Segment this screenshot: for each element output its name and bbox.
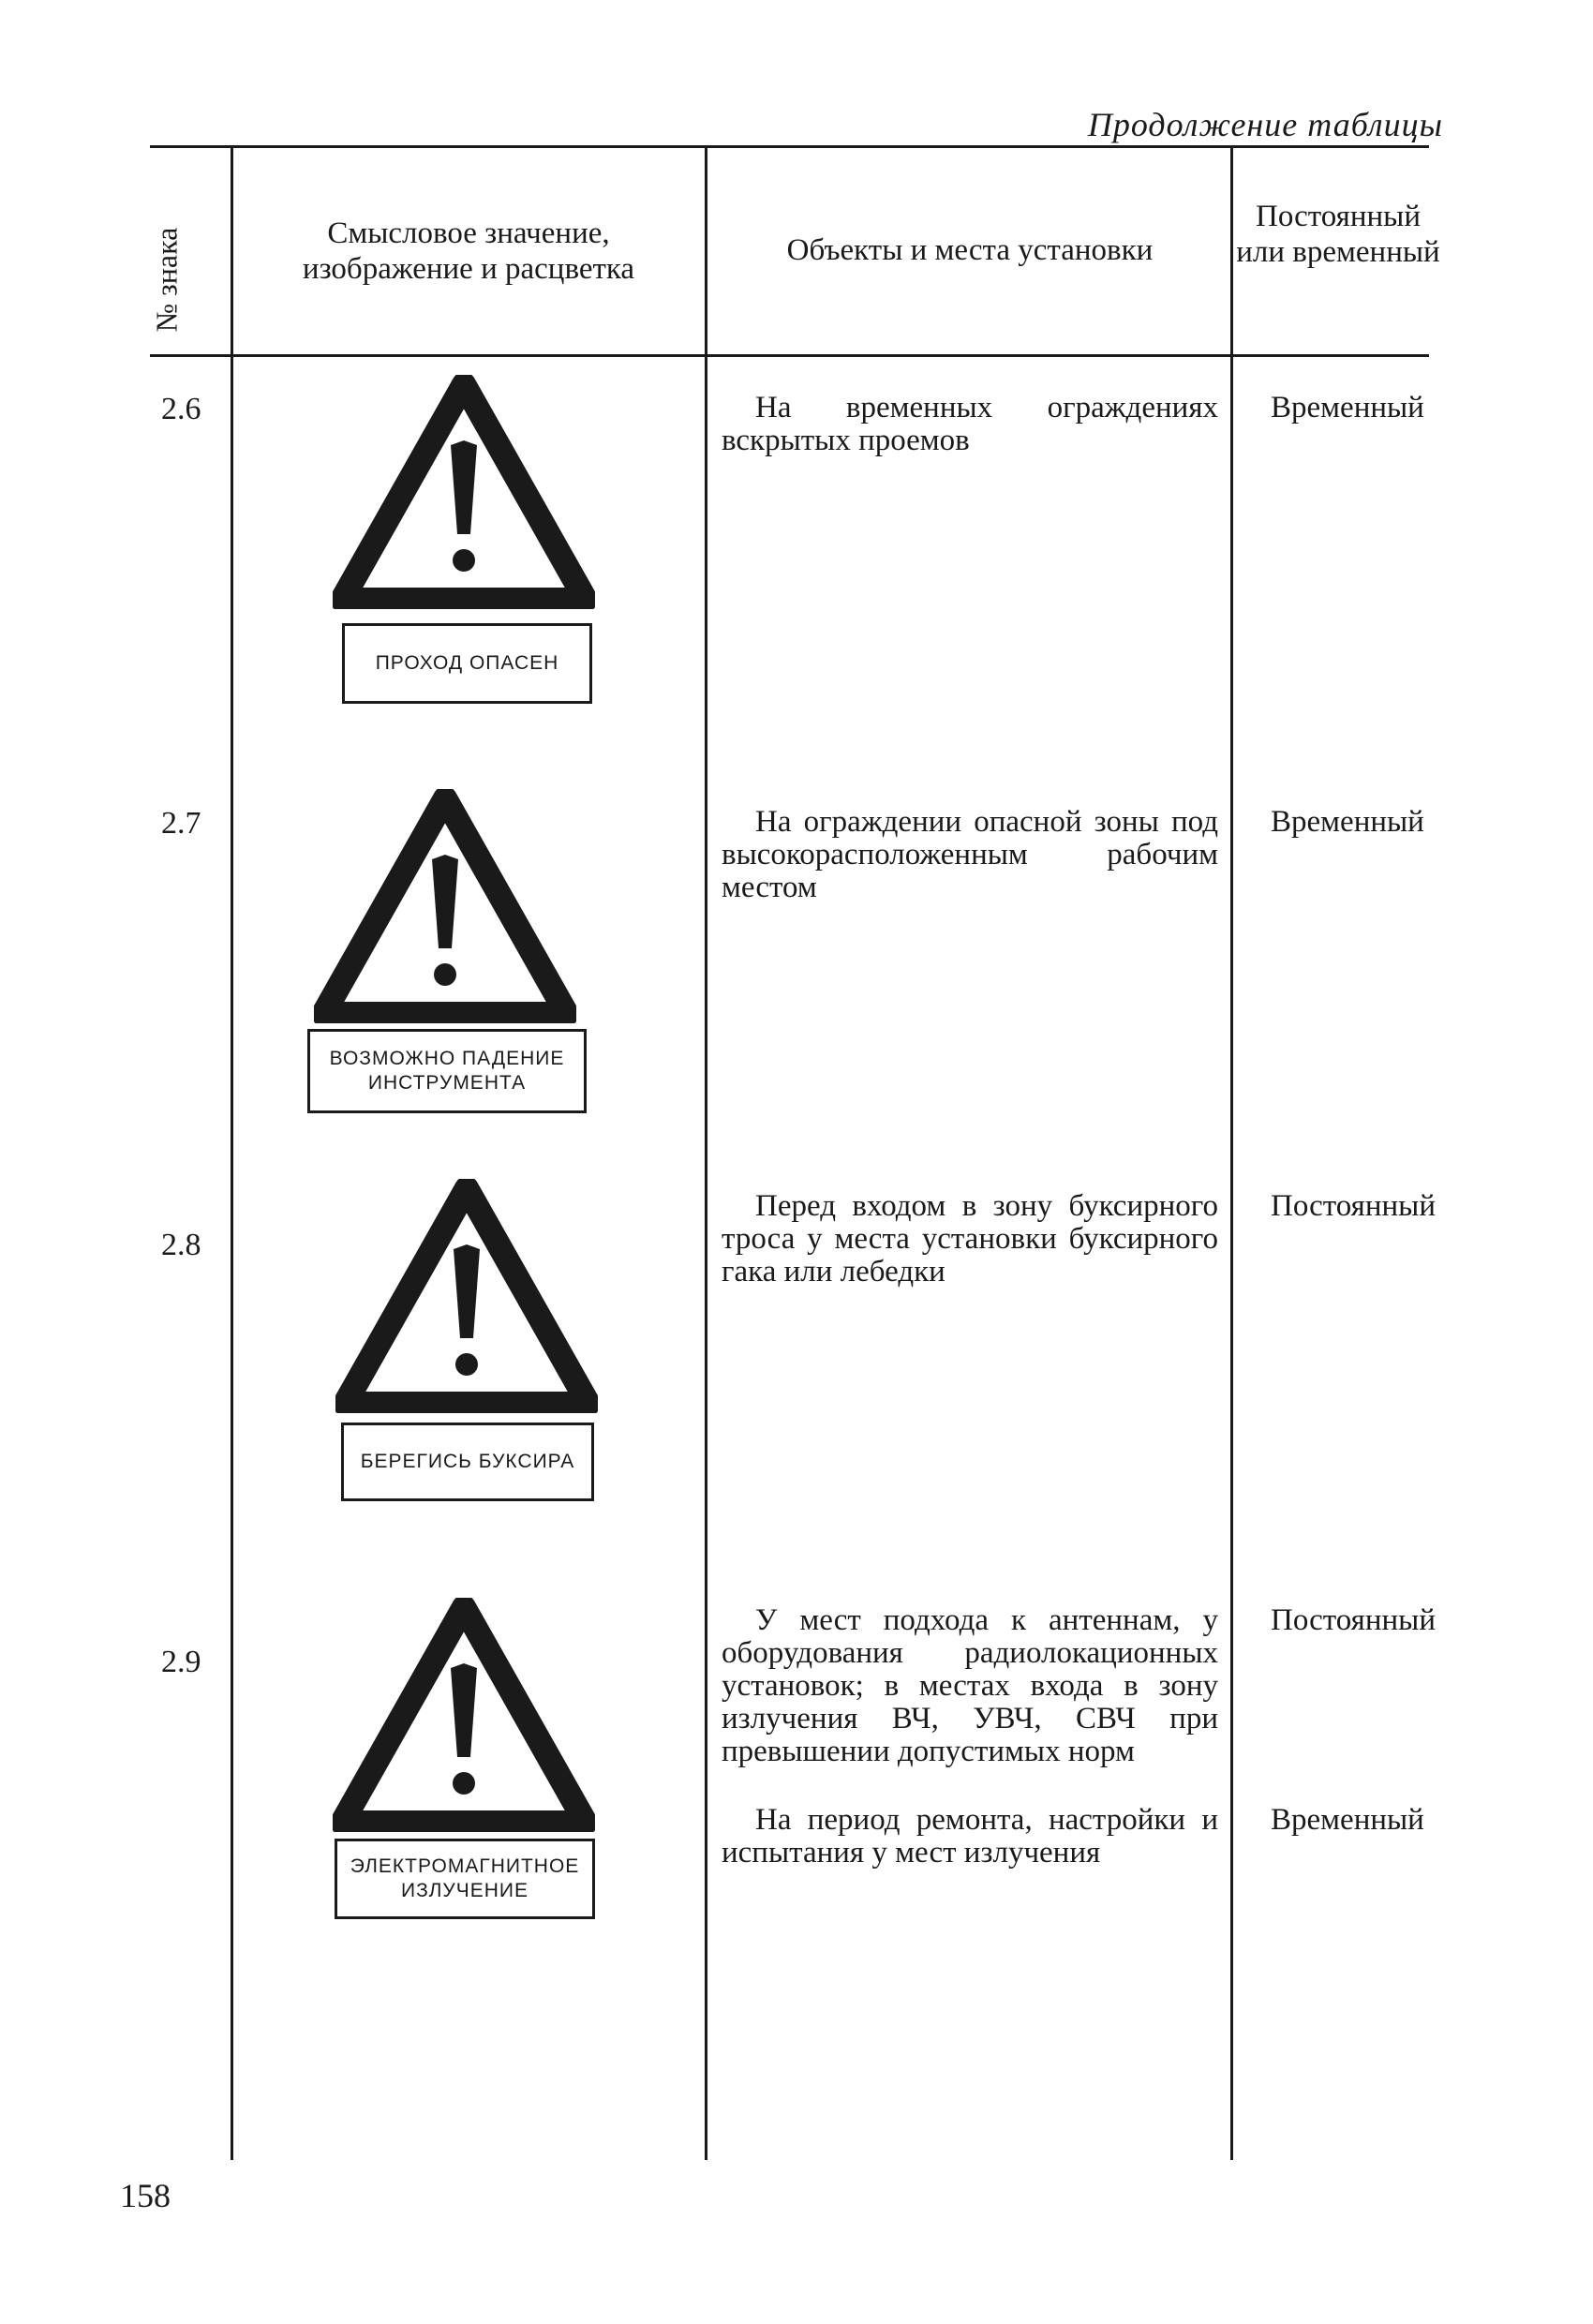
sign-caption-plate: ЭЛЕКТРОМАГНИТНОЕ ИЗЛУЧЕНИЕ: [335, 1839, 595, 1919]
table-continued-label: Продолжение таблицы: [1087, 106, 1443, 143]
page-number: 158: [120, 2177, 171, 2214]
sign-caption-plate: ПРОХОД ОПАСЕН: [342, 623, 592, 704]
header-meaning: Смысловое значение, изображение и расцветка: [302, 216, 635, 286]
row-number: 2.8: [161, 1228, 201, 1262]
warning-triangle-icon: [335, 1179, 598, 1413]
warning-triangle-icon: [333, 1598, 595, 1832]
row-type-text: Временный: [1271, 805, 1424, 839]
warning-triangle-icon: [333, 375, 595, 609]
row-type-text: Постоянный: [1271, 1603, 1436, 1637]
row-objects-text: На период ремонта, настройки и испытания у мест излучения: [722, 1803, 1218, 1870]
warning-triangle-icon: [314, 789, 576, 1023]
row-type-text: Временный: [1271, 391, 1424, 425]
header-type: Постоянный или временный: [1236, 200, 1440, 269]
sign-caption-plate: ВОЗМОЖНО ПАДЕНИЕ ИНСТРУМЕНТА: [307, 1029, 587, 1113]
row-objects-text: Перед входом в зону буксирного троса у места установки буксирного гака или лебедки: [722, 1189, 1218, 1289]
sign-caption-plate: БЕРЕГИСЬ БУКСИРА: [341, 1423, 594, 1501]
column-divider-3: [1230, 145, 1233, 2160]
row-number: 2.7: [161, 806, 201, 841]
column-divider-2: [705, 145, 707, 2160]
row-type-text: Временный: [1271, 1803, 1424, 1837]
row-number: 2.9: [161, 1645, 201, 1679]
row-objects-text: У мест подхода к антеннам, у оборудования радиолокационных установок; в местах входа в зону излучения ВЧ, УВЧ, СВЧ при превышении допустимых норм: [722, 1603, 1218, 1768]
header-bottom-rule: [150, 354, 1429, 357]
row-type-text: Постоянный: [1271, 1189, 1436, 1223]
row-objects-text: На временных ограждениях вскрытых проемов: [722, 391, 1218, 457]
header-objects: Объекты и места установки: [786, 233, 1154, 267]
column-divider-1: [231, 145, 233, 2160]
table-top-rule: [150, 145, 1429, 148]
row-objects-text: На ограждении опасной зоны под высокорасположенным рабочим местом: [722, 805, 1218, 904]
row-number: 2.6: [161, 392, 201, 426]
header-sign-number: № знака: [149, 227, 184, 333]
